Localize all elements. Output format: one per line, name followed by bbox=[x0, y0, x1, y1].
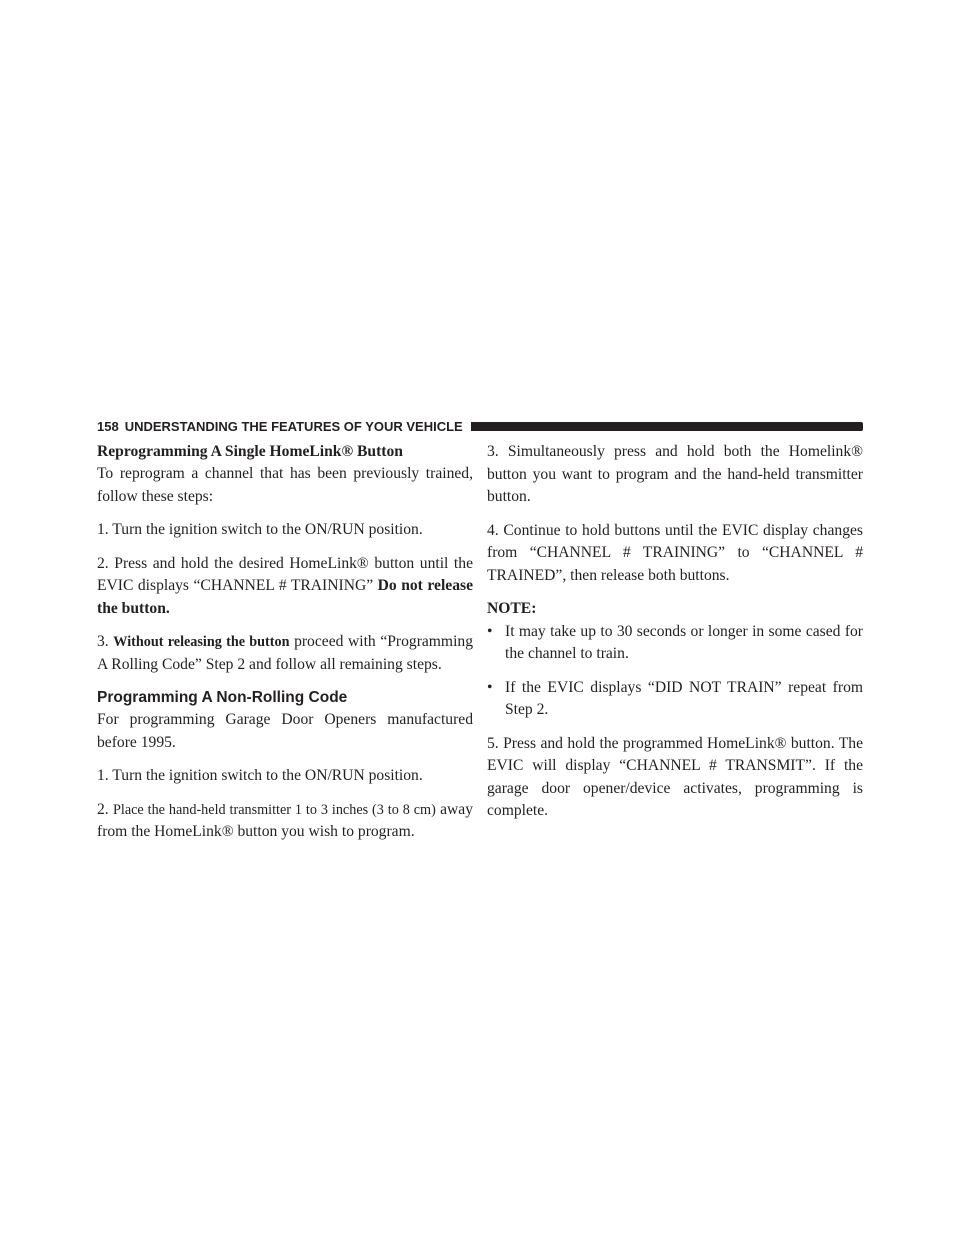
step-3-right: 3. Simultaneously press and hold both the Homelink® button you want to program and the hand-held transmitter button. bbox=[487, 443, 863, 505]
header-rule bbox=[471, 422, 863, 431]
step-2-warning: Do not release the button. bbox=[97, 577, 473, 617]
page-header bbox=[97, 416, 863, 436]
intro-reprogramming: To reprogram a channel that has been previously trained, follow these steps: bbox=[97, 465, 473, 505]
step-3-text: proceed with “Programming A Rolling Code” Step 2 and follow all remaining steps. bbox=[97, 633, 473, 673]
intro-non-rolling: For programming Garage Door Openers manufactured before 1995. bbox=[97, 711, 473, 751]
step-2b bbox=[97, 799, 473, 844]
step-2-text: 2. Press and hold the desired HomeLink® button until the EVIC displays “CHANNEL # TRAINING” bbox=[97, 554, 473, 594]
step-2 bbox=[97, 553, 473, 621]
step-5: 5. Press and hold the programmed HomeLink® button. The EVIC will display “CHANNEL # TRANSMIT”. If the garage door opener/device activates, programming is complete. bbox=[487, 734, 863, 819]
step-1b: 1. Turn the ignition switch to the ON/RUN position. bbox=[97, 767, 423, 784]
heading-reprogramming: Reprogramming A Single HomeLink® Button bbox=[97, 443, 403, 460]
note-bullet-2 bbox=[487, 677, 863, 722]
bullet-symbol: • bbox=[487, 678, 493, 696]
step-3-number: 3. bbox=[97, 633, 109, 650]
step-2b-small: Place the hand-held transmitter 1 to 3 inches (3 to 8 cm) bbox=[112, 801, 436, 818]
note-text-2: If the EVIC displays “DID NOT TRAIN” repeat from Step 2. bbox=[505, 678, 863, 718]
page-number: 158 bbox=[97, 418, 119, 434]
step-3 bbox=[97, 631, 473, 676]
note-bullet-1 bbox=[487, 621, 863, 666]
heading-non-rolling: Programming A Non-Rolling Code bbox=[97, 689, 348, 706]
step-2b-end: away from the HomeLink® button you wish to program. bbox=[97, 800, 474, 840]
step-3-bold: Without releasing the button bbox=[113, 634, 290, 650]
section-title: UNDERSTANDING THE FEATURES OF YOUR VEHICLE bbox=[124, 418, 463, 434]
note-text-1: It may take up to 30 seconds or longer in some cased for the channel to train. bbox=[505, 622, 863, 662]
right-column bbox=[487, 441, 863, 834]
step-4: 4. Continue to hold buttons until the EVIC display changes from “CHANNEL # TRAINING” to “CHANNEL # TRAINED”, then release both buttons. bbox=[487, 521, 863, 584]
left-column bbox=[97, 441, 473, 855]
bullet-symbol: • bbox=[487, 622, 493, 640]
step-2b-number: 2. bbox=[97, 800, 109, 818]
step-1: 1. Turn the ignition switch to the ON/RUN position. bbox=[97, 521, 423, 538]
note-label: NOTE: bbox=[487, 600, 537, 617]
